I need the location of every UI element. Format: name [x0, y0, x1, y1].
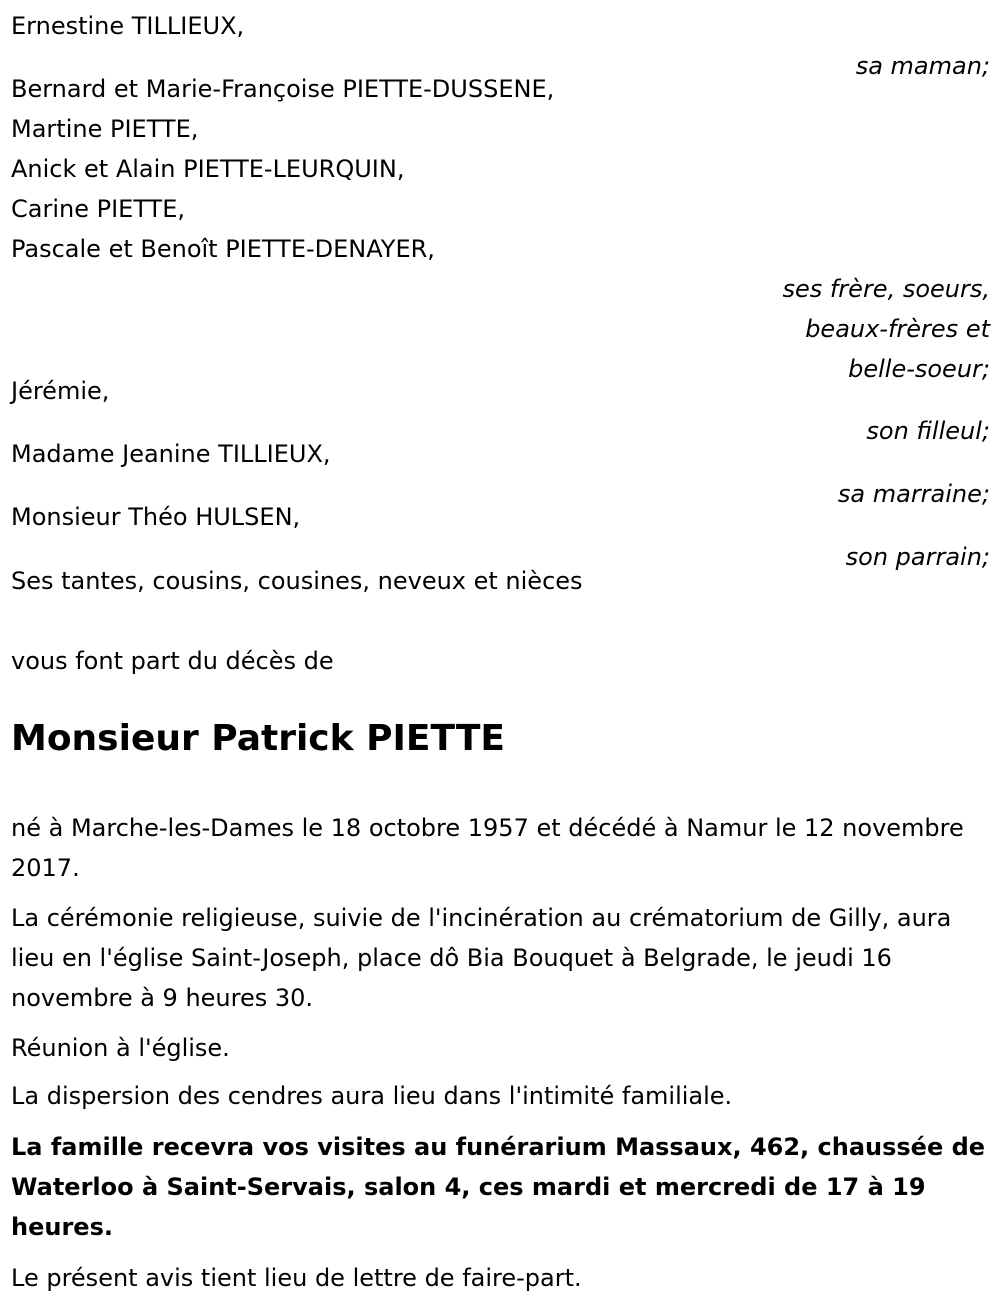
family-name-line: Monsieur Théo HULSEN,	[11, 503, 301, 531]
relationship-line: sa maman;	[855, 52, 990, 80]
relationship-line: ses frère, soeurs,	[782, 275, 990, 303]
relationship-line: sa marraine;	[837, 480, 990, 508]
relationship-line: son parrain;	[845, 543, 990, 571]
announcement-intro: vous font part du décès de	[11, 647, 334, 675]
family-group-relatives	[11, 561, 990, 601]
relationship-line: beaux-frères et	[805, 315, 990, 343]
meeting-paragraph: Réunion à l'église.	[11, 1034, 230, 1062]
closing-paragraph: Le présent avis tient lieu de lettre de faire-part.	[11, 1264, 582, 1292]
ceremony-paragraph: La cérémonie religieuse, suivie de l'incinération au crématorium de Gilly, aura lieu en l'église Saint-Joseph, place dô Bia Bouquet à Belgrade, le jeudi 16 novembre à 9 heures 30.	[11, 904, 952, 1012]
family-name-line: Ses tantes, cousins, cousines, neveux et nièces	[11, 567, 583, 595]
family-group-siblings	[11, 69, 990, 389]
family-name-line: Jérémie,	[11, 377, 110, 405]
family-name-line: Bernard et Marie-Françoise PIETTE-DUSSENE,	[11, 75, 555, 103]
ashes-paragraph: La dispersion des cendres aura lieu dans l'intimité familiale.	[11, 1082, 733, 1110]
visits-paragraph: La famille recevra vos visites au funérarium Massaux, 462, chaussée de Waterloo à Saint-Servais, salon 4, ces mardi et mercredi de 17 à 19 heures.	[11, 1133, 986, 1241]
family-name-line: Carine PIETTE,	[11, 195, 186, 223]
birth-death-paragraph: né à Marche-les-Dames le 18 octobre 1957 et décédé à Namur le 12 novembre 2017.	[11, 814, 964, 882]
relationship-line: son filleul;	[866, 417, 990, 445]
family-name-line: Anick et Alain PIETTE-LEURQUIN,	[11, 155, 405, 183]
family-name-line: Ernestine TILLIEUX,	[11, 12, 245, 40]
family-name-line: Martine PIETTE,	[11, 115, 199, 143]
family-name-line: Madame Jeanine TILLIEUX,	[11, 440, 331, 468]
relationship-line: belle-soeur;	[848, 355, 990, 383]
deceased-name: Monsieur Patrick PIETTE	[11, 718, 506, 759]
family-name-line: Pascale et Benoît PIETTE-DENAYER,	[11, 235, 435, 263]
